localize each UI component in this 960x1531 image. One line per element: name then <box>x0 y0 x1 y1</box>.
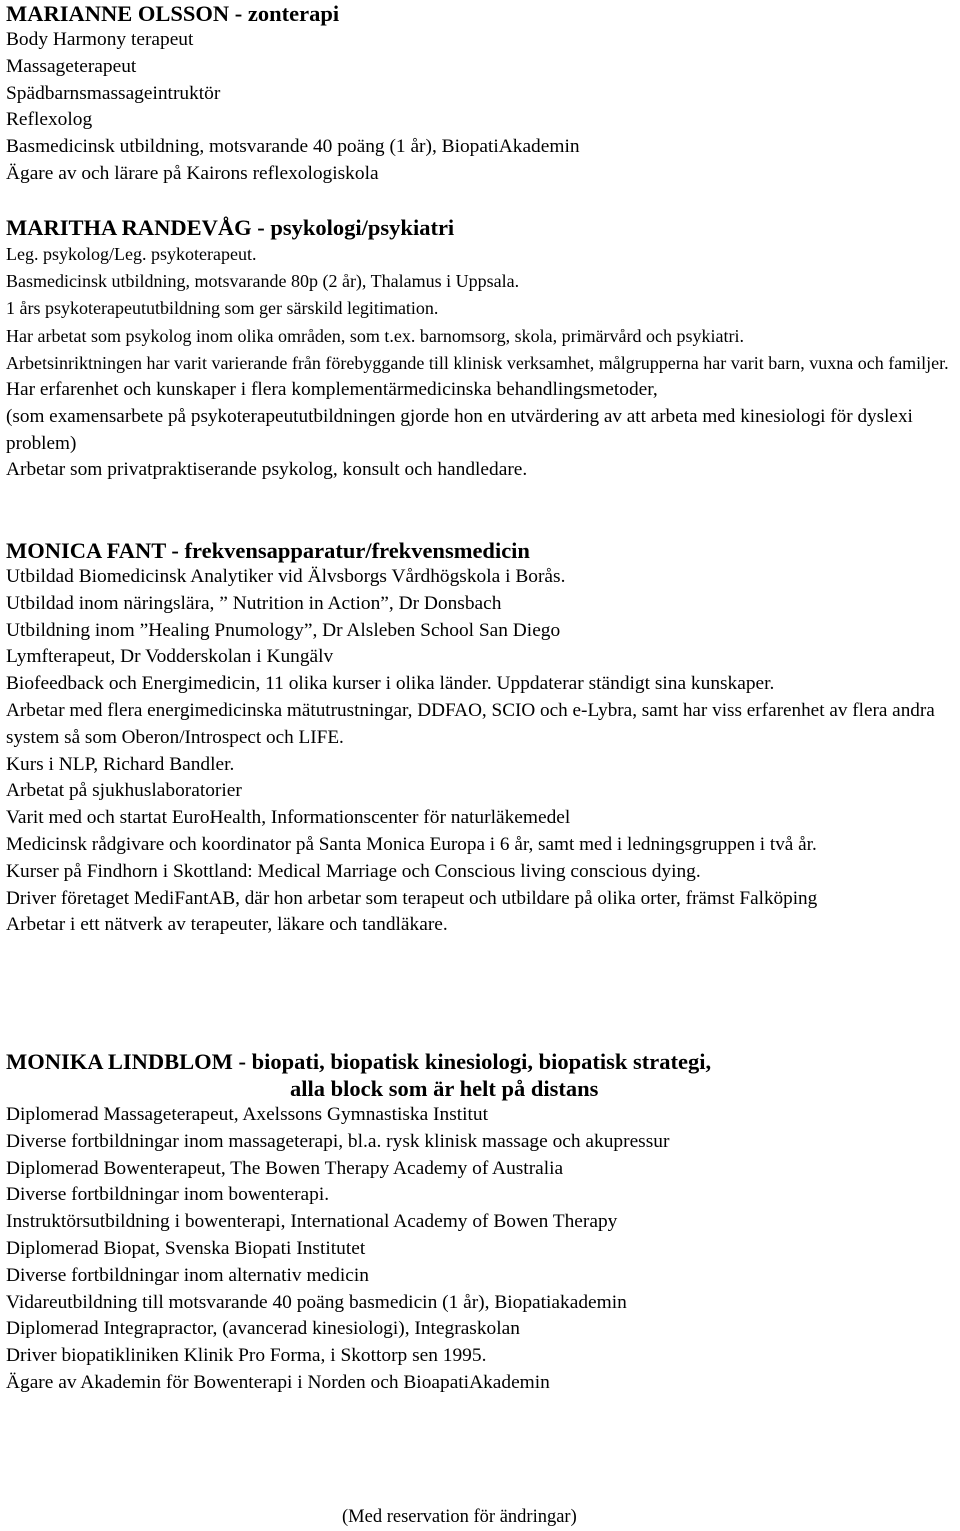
text-line: 1 års psykoterapeututbildning som ger särskild legitimation. <box>6 298 439 319</box>
text-line: Diverse fortbildningar inom massageterapi, bl.a. rysk klinisk massage och akupressur <box>6 1130 670 1152</box>
text-line: Medicinsk rådgivare och koordinator på Santa Monica Europa i 6 år, samt med i ledningsgruppen i två år. <box>6 833 817 855</box>
text-line: Biofeedback och Energimedicin, 11 olika kurser i olika länder. Uppdaterar ständigt sina kunskaper. <box>6 673 775 695</box>
text-line: Arbetsinriktningen har varit varierande från förebyggande till klinisk verksamhet, målgrupperna har varit barn, vuxna och familjer. <box>6 352 949 373</box>
text-line: Diplomerad Bowenterapeut, The Bowen Therapy Academy of Australia <box>6 1157 564 1179</box>
text-line: Vidareutbildning till motsvarande 40 poäng basmedicin (1 år), Biopatiakademin <box>6 1291 627 1313</box>
text-line: Diverse fortbildningar inom bowenterapi. <box>6 1184 330 1206</box>
section-heading-continuation: alla block som är helt på distans <box>290 1076 599 1101</box>
section-monica-fant <box>6 537 956 939</box>
text-line: Arbetar som privatpraktiserande psykolog, konsult och handledare. <box>6 459 528 481</box>
text-line: Diplomerad Integrapractor, (avancerad kinesiologi), Integraskolan <box>6 1318 520 1340</box>
text-line: Massageterapeut <box>6 55 137 77</box>
footer-note: (Med reservation för ändringar) <box>342 1507 577 1527</box>
text-line: Utbildad inom näringslära, ” Nutrition in Action”, Dr Donsbach <box>6 592 502 614</box>
text-line: Har erfarenhet och kunskaper i flera komplementärmedicinska behandlingsmetoder, <box>6 379 658 401</box>
text-line: (som examensarbete på psykoterapeututbildningen gjorde hon en utvärdering av att arbeta med kinesiologi för dyslexi problem) <box>6 405 913 454</box>
text-line: Kurser på Findhorn i Skottland: Medical Marriage och Conscious living conscious dying. <box>6 860 701 882</box>
text-line: Varit med och startat EuroHealth, Informationscenter för naturläkemedel <box>6 807 571 829</box>
text-line: Diplomerad Biopat, Svenska Biopati Institutet <box>6 1237 366 1259</box>
section-heading: MONICA FANT - frekvensapparatur/frekvensmedicin <box>6 538 530 563</box>
text-line: Reflexolog <box>6 109 93 131</box>
text-line: Utbildning inom ”Healing Pnumology”, Dr Alsleben School San Diego <box>6 619 561 641</box>
section-maritha-randevag <box>6 214 956 484</box>
section-marianne-olsson <box>6 0 956 188</box>
text-line: Driver biopatikliniken Klinik Pro Forma, i Skottorp sen 1995. <box>6 1345 487 1367</box>
document-page <box>6 0 956 1393</box>
text-line: Utbildad Biomedicinsk Analytiker vid Älvsborgs Vårdhögskola i Borås. <box>6 566 566 587</box>
text-line: Arbetar med flera energimedicinska mätutrustningar, DDFAO, SCIO och e-Lybra, samt har viss erfarenhet av flera andra system så som Oberon/Introspect och LIFE. <box>6 699 935 748</box>
text-line: Instruktörsutbildning i bowenterapi, International Academy of Bowen Therapy <box>6 1211 618 1233</box>
text-line: Ägare av och lärare på Kairons reflexologiskola <box>6 162 379 184</box>
text-line: Ägare av Akademin för Bowenterapi i Norden och BioapatiAkademin <box>6 1371 550 1393</box>
text-line: Body Harmony terapeut <box>6 29 194 50</box>
text-line: Driver företaget MediFantAB, där hon arbetar som terapeut och utbildare på olika orter, främst Falköping <box>6 887 818 909</box>
section-heading: MARITHA RANDEVÅG - psykologi/psykiatri <box>6 215 455 240</box>
text-line: Arbetar i ett nätverk av terapeuter, läkare och tandläkare. <box>6 914 448 936</box>
section-heading: MONIKA LINDBLOM - biopati, biopatisk kinesiologi, biopatisk strategi, <box>6 1049 712 1074</box>
text-line: Lymfterapeut, Dr Vodderskolan i Kungälv <box>6 646 334 668</box>
text-line: Arbetat på sjukhuslaboratorier <box>6 780 242 802</box>
text-line: Basmedicinsk utbildning, motsvarande 40 poäng (1 år), BiopatiAkademin <box>6 136 580 158</box>
section-monika-lindblom <box>6 1048 956 1397</box>
text-line: Diplomerad Massageterapeut, Axelssons Gymnastiska Institut <box>6 1104 488 1125</box>
text-line: Diverse fortbildningar inom alternativ medicin <box>6 1264 369 1286</box>
text-line: Leg. psykolog/Leg. psykoterapeut. <box>6 244 257 264</box>
text-line: Basmedicinsk utbildning, motsvarande 80p (2 år), Thalamus i Uppsala. <box>6 271 520 292</box>
text-line: Har arbetat som psykolog inom olika områden, som t.ex. barnomsorg, skola, primärvård och psykiatri. <box>6 325 745 346</box>
text-line: Spädbarnsmassageintruktör <box>6 82 221 104</box>
text-line: Kurs i NLP, Richard Bandler. <box>6 753 235 775</box>
section-heading: MARIANNE OLSSON - zonterapi <box>6 1 340 26</box>
